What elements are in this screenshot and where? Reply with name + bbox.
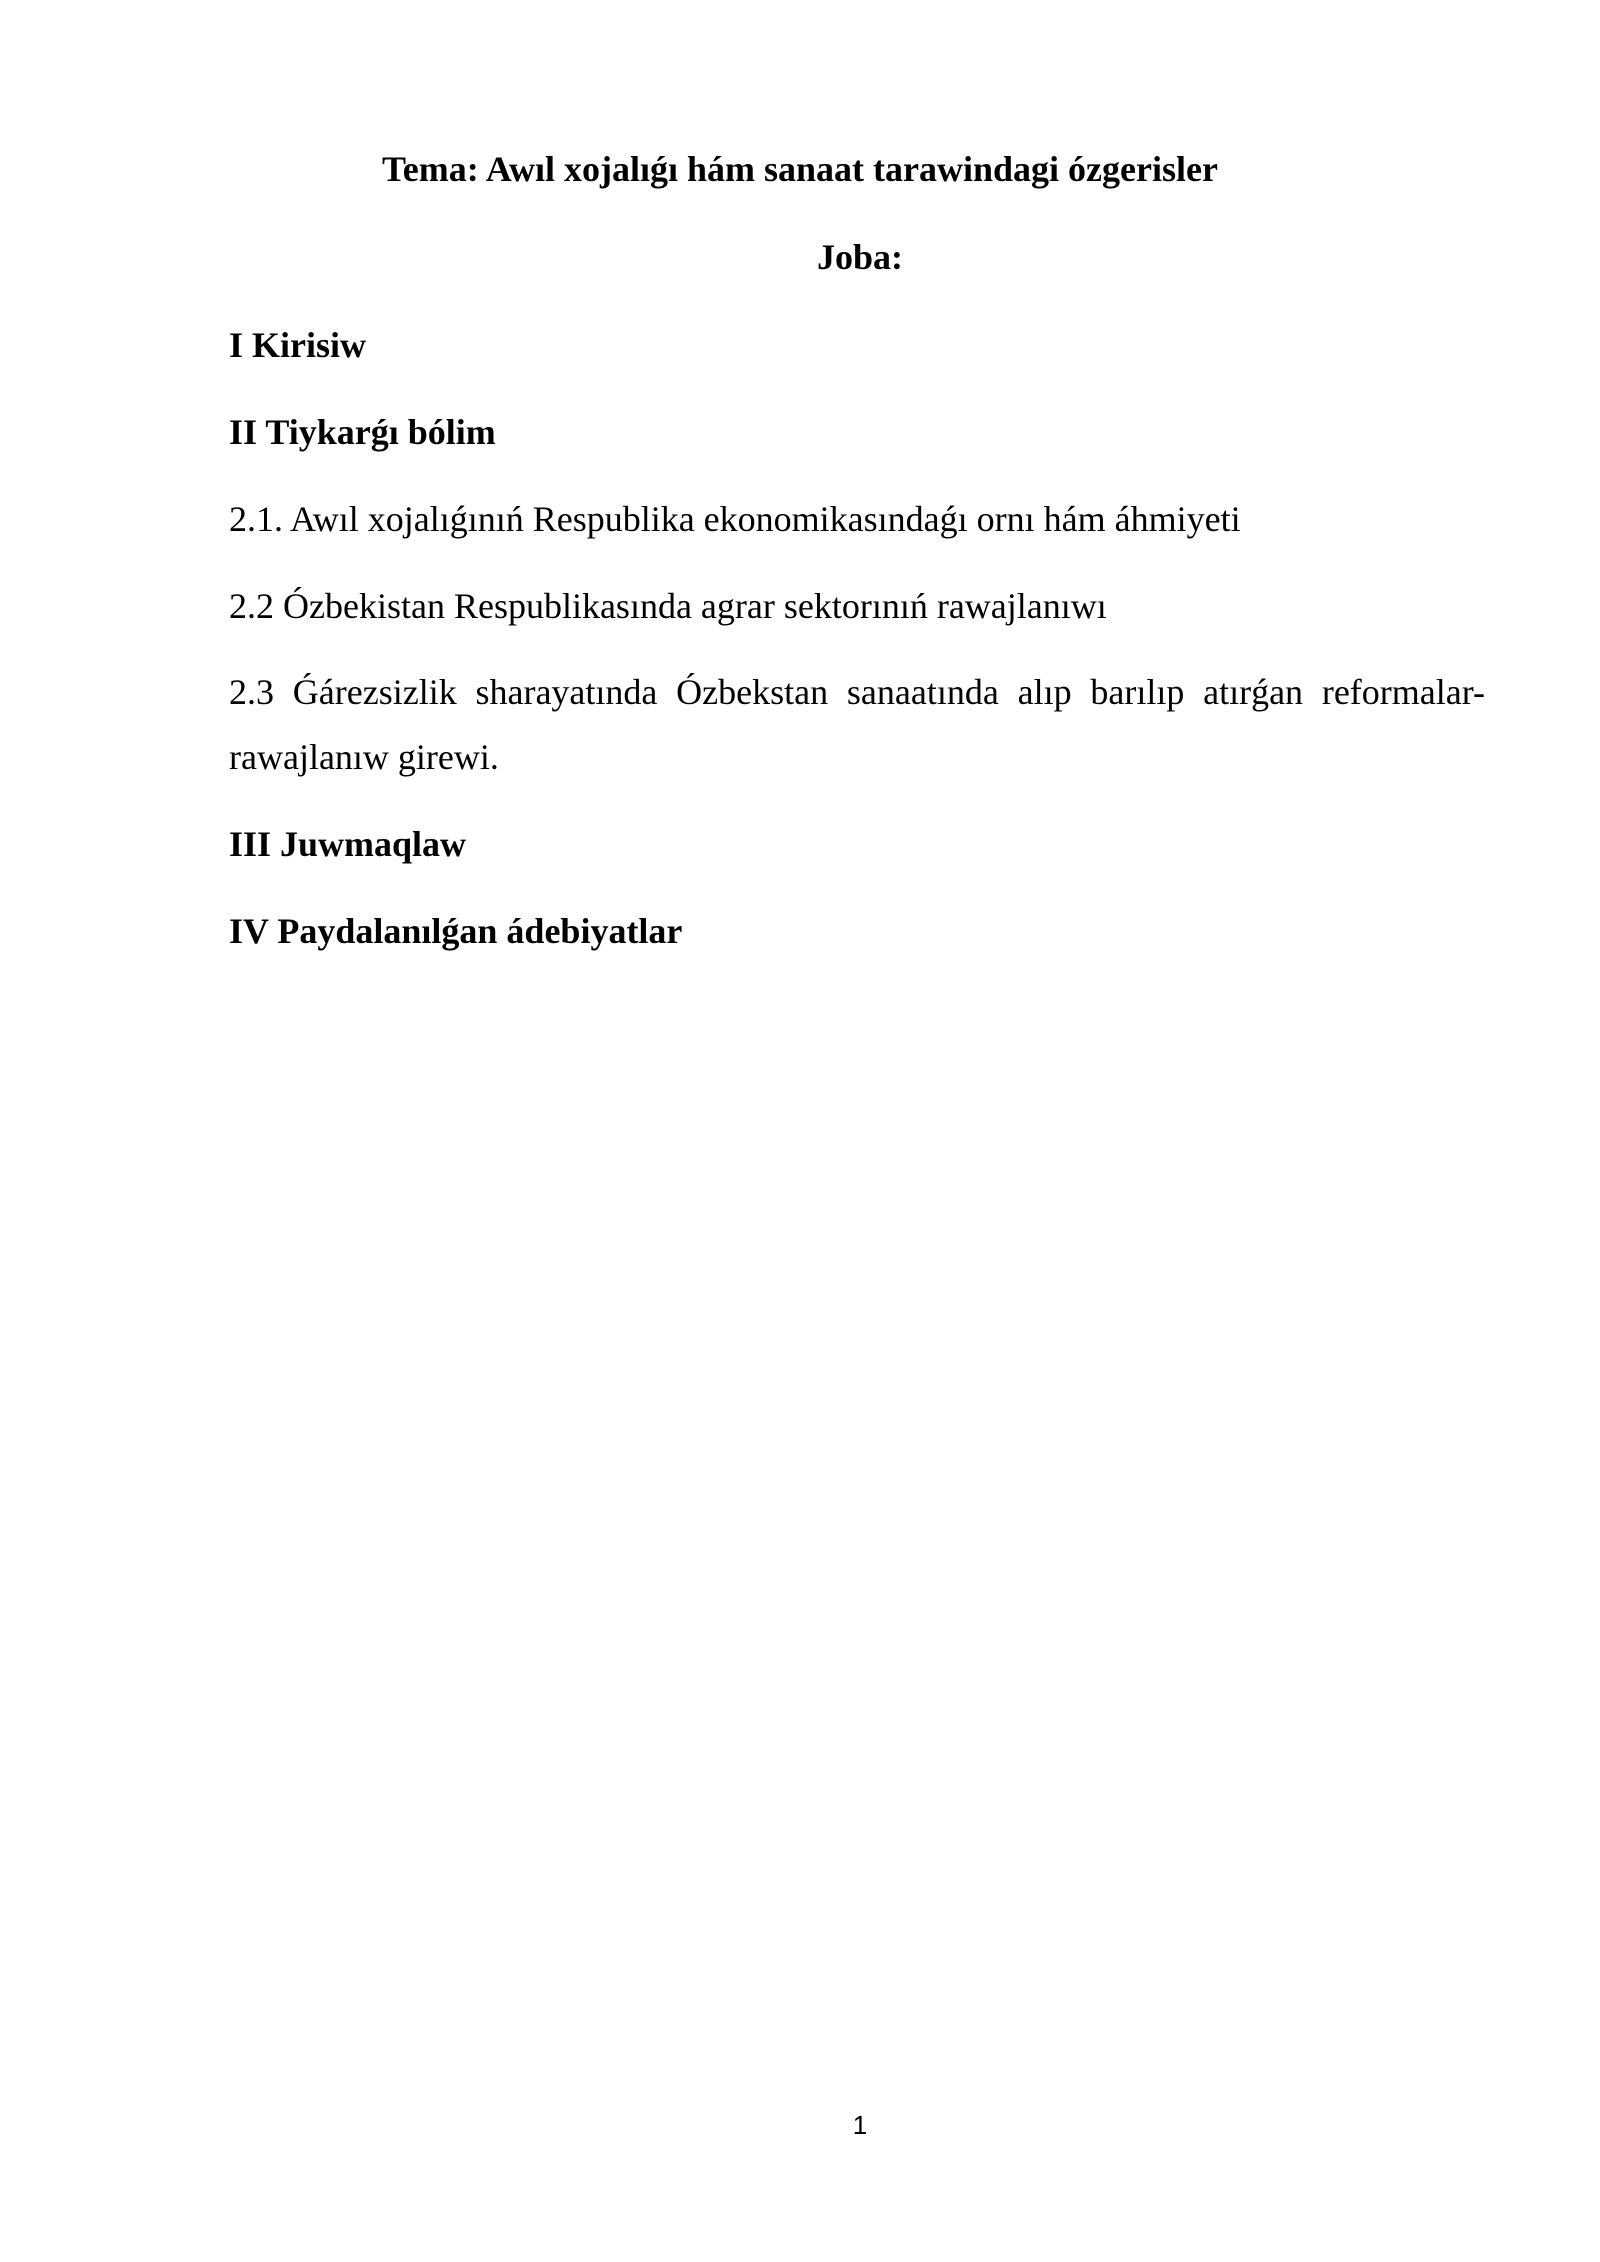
outline-subitem-2-2: 2.2 Ózbekistan Respublikasında agrar sektorınıń rawajlanıwı bbox=[229, 586, 1107, 626]
outline-subitem-2-3: 2.3 Ǵárezsizlik sharayatında Ózbekstan sanaatında alıp barılıp atırǵan reformalar-rawajlanıw girewi. bbox=[229, 672, 1485, 777]
outline-list bbox=[229, 322, 1485, 995]
outline-item-conclusion: III Juwmaqlaw bbox=[229, 824, 467, 864]
outline-subitem-2-1: 2.1. Awıl xojalıǵınıń Respublika ekonomikasındaǵı ornı hám áhmiyeti bbox=[229, 499, 1241, 539]
document-title: Tema: Awıl xojalıǵı hám sanaat tarawindagi ózgerisler bbox=[382, 149, 1218, 189]
outline-item-references: IV Paydalanılǵan ádebiyatlar bbox=[229, 911, 683, 951]
outline-item-main-part: II Tiykarǵı bólim bbox=[229, 412, 496, 452]
outline-item-introduction: I Kirisiw bbox=[229, 325, 367, 365]
page-number: 1 bbox=[852, 2110, 868, 2140]
plan-heading: Joba: bbox=[816, 237, 903, 277]
